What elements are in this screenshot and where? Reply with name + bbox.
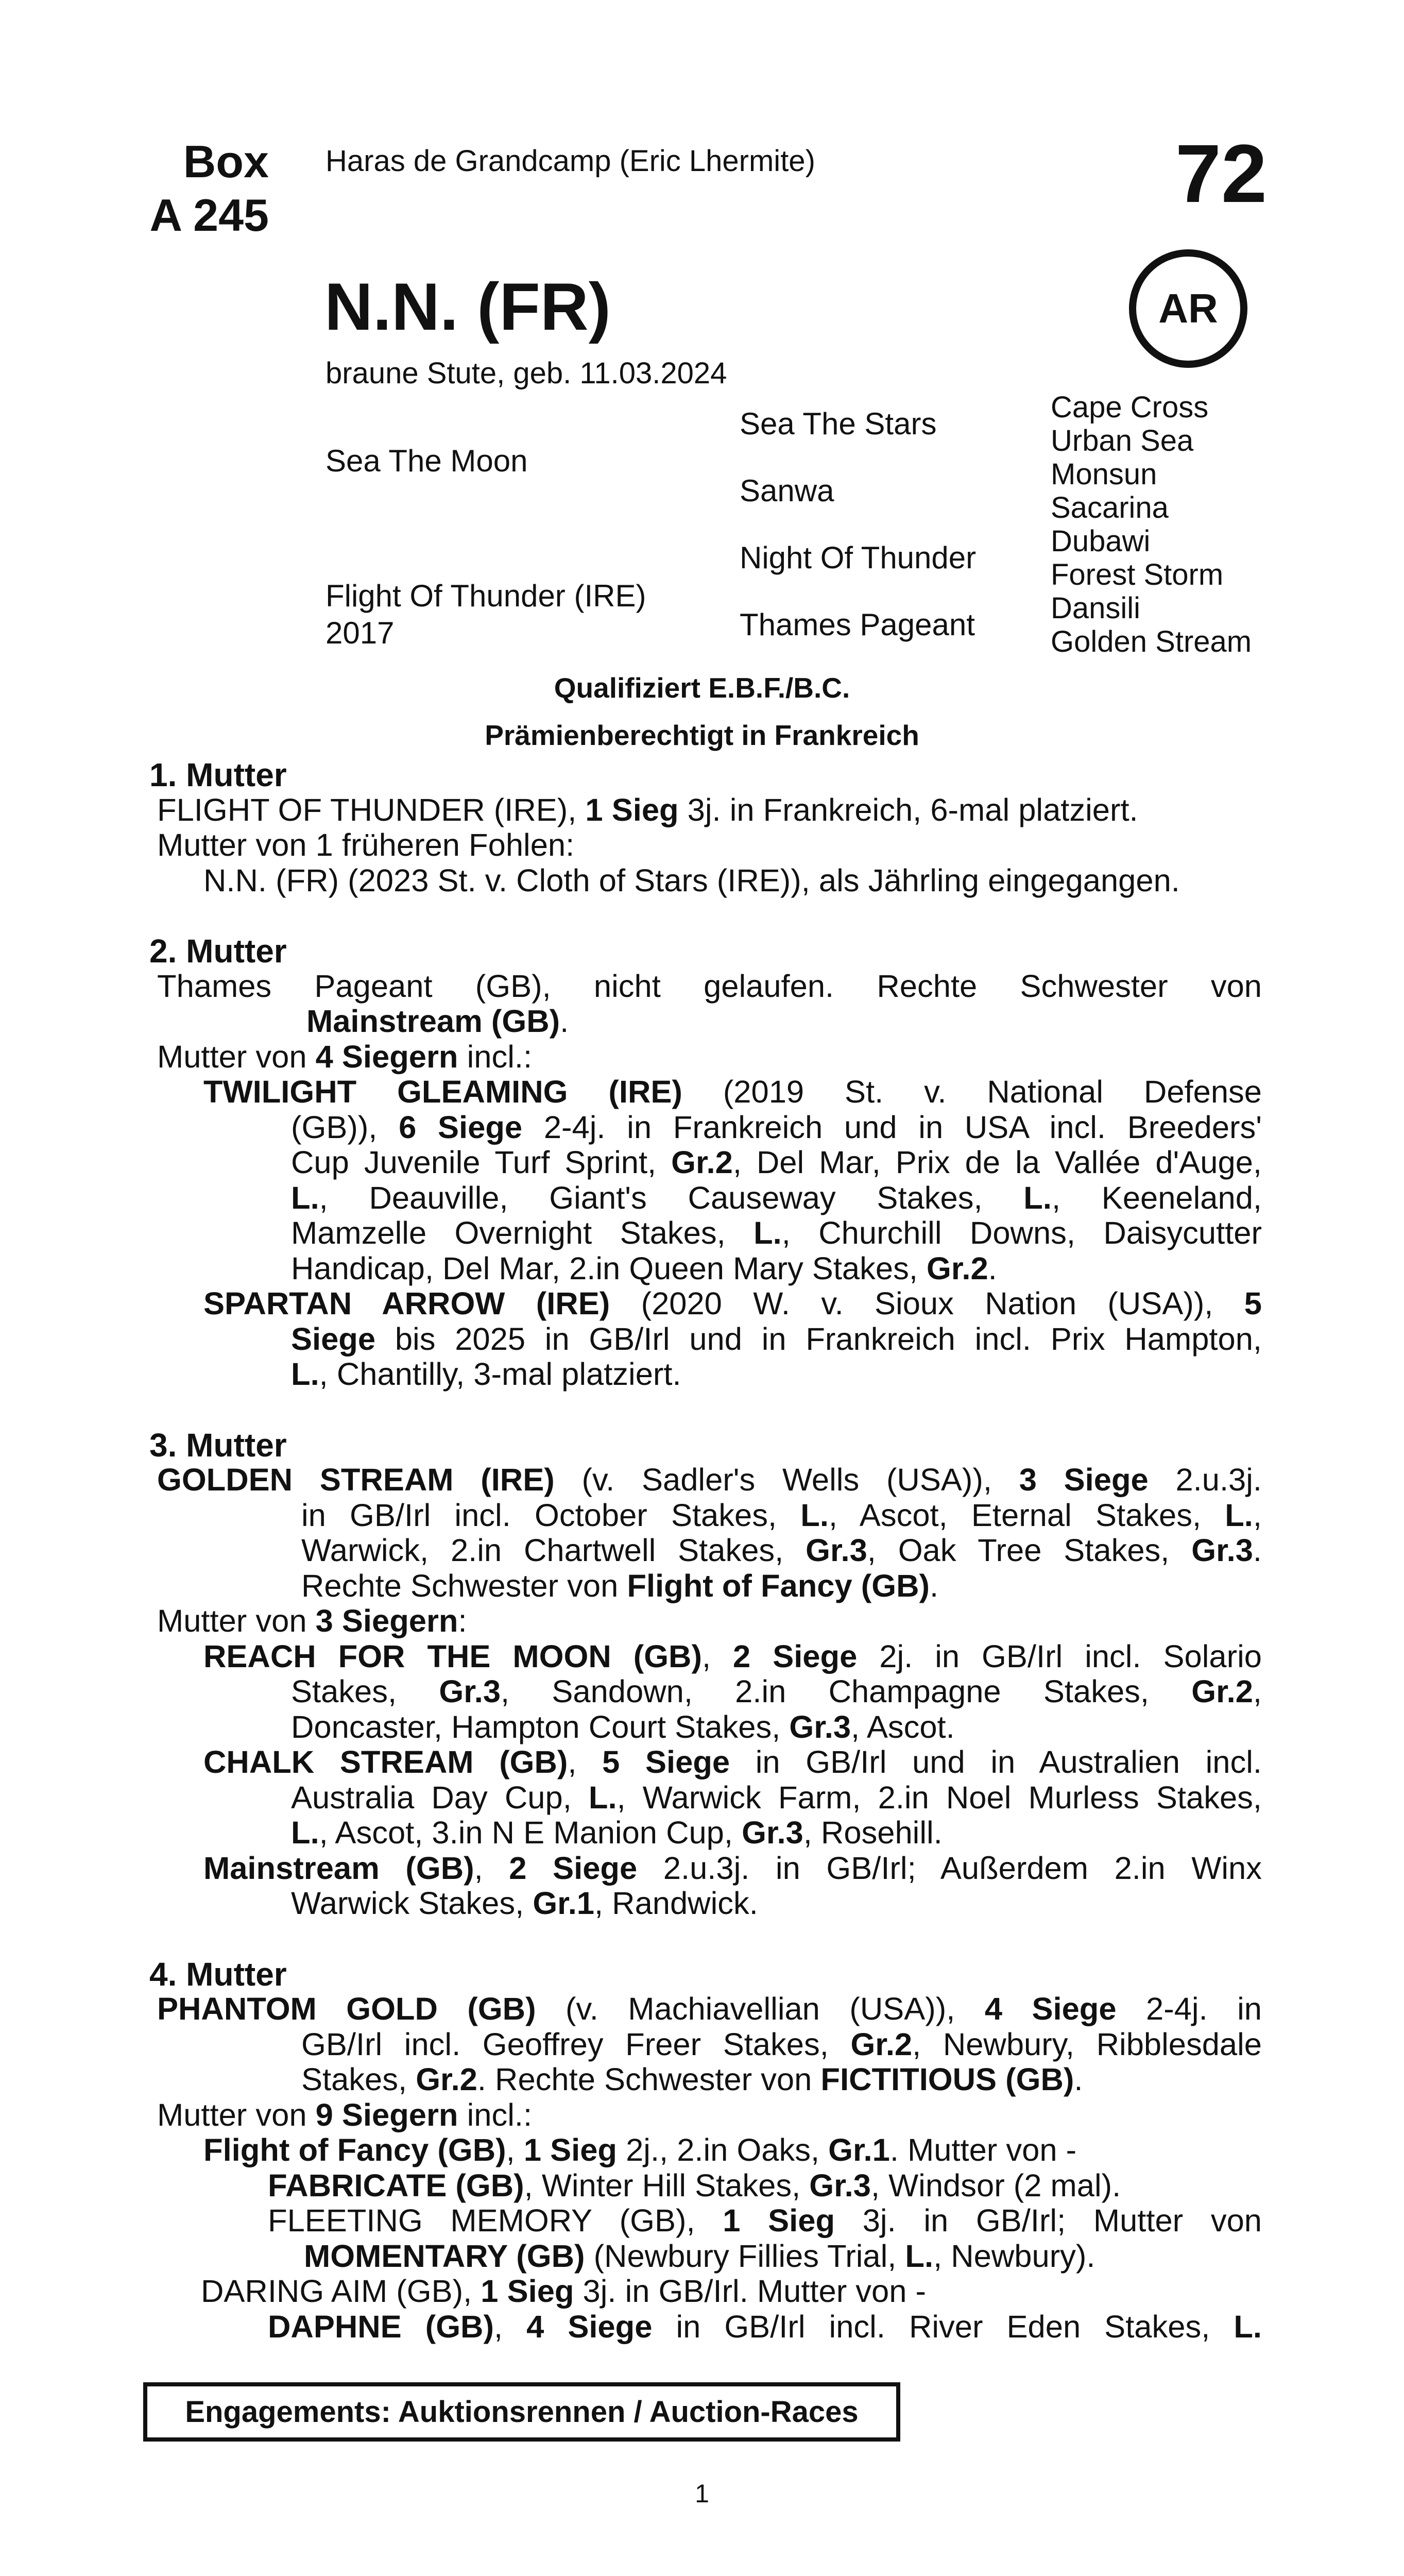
text: 2-4j. in Frankreich und in USA incl. Breeders' bbox=[522, 1109, 1262, 1145]
text: , Churchill Downs, Daisycutter bbox=[781, 1215, 1262, 1251]
text: (2020 W. v. Sioux Nation (USA)), bbox=[610, 1286, 1244, 1321]
text: , bbox=[1253, 1497, 1262, 1533]
dam3-line bbox=[149, 1569, 1262, 1604]
text: incl.: bbox=[458, 2097, 533, 2133]
pedigree-dam-sire: Night Of Thunder bbox=[740, 540, 977, 575]
text: 2j. in GB/Irl incl. Solario bbox=[857, 1638, 1262, 1674]
text: (v. Sadler's Wells (USA)), bbox=[554, 1462, 1019, 1498]
text: 3j. in GB/Irl. Mutter von - bbox=[574, 2274, 926, 2309]
text: . bbox=[1074, 2062, 1083, 2097]
entry-line bbox=[149, 1322, 1262, 1358]
section-dam3 bbox=[149, 1428, 1262, 1922]
dam1-name: FLIGHT OF THUNDER (IRE), bbox=[157, 792, 586, 828]
text: in GB/Irl und in Australien incl. bbox=[730, 1744, 1262, 1780]
pedigree-gen3-7: Dansili bbox=[1051, 591, 1141, 625]
produce-name: MOMENTARY (GB) bbox=[304, 2238, 585, 2274]
pedigree-dam: Flight Of Thunder (IRE) bbox=[326, 579, 646, 613]
text: , Chantilly, 3-mal platziert. bbox=[319, 1357, 681, 1392]
entry-line bbox=[149, 1357, 1262, 1393]
text: . bbox=[988, 1250, 997, 1286]
ar-badge-label: AR bbox=[1158, 285, 1218, 331]
text: , Windsor (2 mal). bbox=[870, 2167, 1121, 2204]
text: , bbox=[493, 2309, 527, 2345]
text: incl.: bbox=[458, 1039, 533, 1075]
entry-line bbox=[149, 1781, 1262, 1816]
text: 3j. in GB/Irl; Mutter von bbox=[835, 2203, 1262, 2239]
section-dam2 bbox=[149, 934, 1262, 1393]
grade: L. bbox=[291, 1180, 319, 1216]
grade: L. bbox=[905, 2238, 934, 2274]
wins: 3 Siege bbox=[1019, 1462, 1149, 1498]
wins: 1 Sieg bbox=[481, 2274, 574, 2309]
pedigree-dam-dam: Thames Pageant bbox=[740, 607, 975, 642]
text: , Newbury, Ribblesdale bbox=[912, 2026, 1262, 2062]
text: (GB)), bbox=[291, 1109, 399, 1145]
winners-count: 9 Siegern bbox=[315, 2097, 458, 2133]
text: 2.u.3j. in GB/Irl; Außerdem 2.in Winx bbox=[637, 1850, 1262, 1886]
section-heading: 1. Mutter bbox=[149, 756, 287, 793]
produce-entry-daphne bbox=[149, 2310, 1262, 2345]
text: Mutter von bbox=[157, 2097, 316, 2133]
dam3-produce-heading bbox=[149, 1604, 1262, 1639]
sister-name: Flight of Fancy (GB) bbox=[627, 1568, 930, 1604]
dam4-line bbox=[149, 2027, 1262, 2063]
entry-line bbox=[149, 1145, 1262, 1181]
grade: Gr.3 bbox=[1191, 1533, 1253, 1568]
grade: Gr.3 bbox=[439, 1674, 501, 1709]
grade: L. bbox=[588, 1780, 617, 1816]
text: , bbox=[506, 2132, 524, 2168]
produce-entry-twilight-gleaming bbox=[149, 1075, 1262, 1286]
text: , Sandown, 2.in Champagne Stakes, bbox=[501, 1674, 1192, 1709]
wins: 5 bbox=[1244, 1286, 1262, 1321]
produce-name: SPARTAN ARROW (IRE) bbox=[203, 1286, 610, 1321]
grade: Gr.2 bbox=[927, 1250, 988, 1286]
pedigree-gen3-6: Forest Storm bbox=[1051, 558, 1224, 591]
grade: Gr.2 bbox=[850, 2026, 913, 2062]
catalogue-number: 72 bbox=[1175, 127, 1267, 219]
text: (v. Machiavellian (USA)), bbox=[536, 1991, 985, 2027]
pedigree-sire-dam: Sanwa bbox=[740, 473, 834, 508]
produce-name: FLEETING MEMORY (GB), bbox=[268, 2203, 723, 2239]
family-content bbox=[149, 757, 1262, 2345]
text: 2-4j. in bbox=[1116, 1991, 1262, 2027]
text: Australia Day Cup, bbox=[291, 1780, 589, 1816]
grade: Gr.3 bbox=[806, 1533, 867, 1568]
text: . Rechte Schwester von bbox=[477, 2062, 821, 2097]
pedigree-gen3-2: Urban Sea bbox=[1051, 424, 1194, 457]
text: 2.u.3j. bbox=[1148, 1462, 1262, 1498]
text: Mamzelle Overnight Stakes, bbox=[291, 1215, 754, 1251]
wins: 2 Siege bbox=[733, 1638, 858, 1674]
text: , Randwick. bbox=[594, 1886, 758, 1921]
entry-line bbox=[149, 1251, 1262, 1287]
entry-line bbox=[149, 1851, 1262, 1887]
section-dam4 bbox=[149, 1957, 1262, 2345]
produce-entry-reach-for-the-moon bbox=[149, 1639, 1262, 1745]
dam2-line bbox=[149, 1004, 1262, 1040]
produce-name: DAPHNE (GB) bbox=[268, 2309, 494, 2345]
entry-line bbox=[149, 1216, 1262, 1251]
pedigree-gen3-1: Cape Cross bbox=[1051, 391, 1209, 424]
text: : bbox=[458, 1603, 467, 1639]
text: , Winter Hill Stakes, bbox=[524, 2167, 810, 2204]
winners-count: 3 Siegern bbox=[315, 1603, 458, 1639]
grade: Gr.3 bbox=[742, 1815, 803, 1851]
wins: 1 Sieg bbox=[523, 2132, 617, 2168]
grade: L. bbox=[754, 1215, 782, 1251]
grade: Gr.2 bbox=[1191, 1674, 1253, 1709]
premium-line: Prämienberechtigt in Frankreich bbox=[485, 719, 919, 751]
text: GB/Irl incl. Geoffrey Freer Stakes, bbox=[301, 2026, 851, 2062]
dam4-line bbox=[149, 2062, 1262, 2098]
produce-entry-chalk-stream bbox=[149, 1745, 1262, 1851]
entry-line bbox=[149, 1816, 1262, 1851]
text: Mutter von bbox=[157, 1603, 316, 1639]
text: Stakes, bbox=[301, 2062, 416, 2097]
wins: 4 Siege bbox=[984, 1991, 1117, 2027]
breeder: Haras de Grandcamp (Eric Lhermite) bbox=[326, 144, 815, 178]
text: , Ascot. bbox=[851, 1709, 955, 1745]
section-heading: 3. Mutter bbox=[149, 1426, 287, 1464]
grade: Gr.2 bbox=[671, 1145, 733, 1180]
text: Stakes, bbox=[291, 1674, 439, 1709]
dam4-name: PHANTOM GOLD (GB) bbox=[157, 1991, 536, 2027]
text: , Newbury). bbox=[933, 2238, 1095, 2274]
dam1-foal: N.N. (FR) (2023 St. v. Cloth of Stars (IRE)), als Jährling eingegangen. bbox=[203, 862, 1180, 899]
produce-entry-spartan-arrow bbox=[149, 1286, 1262, 1393]
dam3-name: GOLDEN STREAM (IRE) bbox=[157, 1462, 555, 1498]
wins: 2 Siege bbox=[509, 1850, 638, 1886]
dam1-foals-heading: Mutter von 1 früheren Fohlen: bbox=[157, 827, 575, 863]
text: Doncaster, Hampton Court Stakes, bbox=[291, 1709, 790, 1745]
box-label bbox=[145, 135, 269, 242]
box-title: Box bbox=[183, 136, 269, 187]
produce-entry-daring-aim bbox=[149, 2274, 1262, 2310]
text: , bbox=[474, 1850, 509, 1886]
section-heading: 4. Mutter bbox=[149, 1955, 287, 1993]
produce-name: FABRICATE (GB) bbox=[268, 2167, 524, 2204]
engagements-box: Engagements: Auktionsrennen / Auction-Races bbox=[143, 2382, 900, 2442]
punct: . bbox=[560, 1004, 569, 1039]
produce-entry-fabricate bbox=[149, 2168, 1262, 2204]
text: , Deauville, Giant's Causeway Stakes, bbox=[319, 1180, 1024, 1216]
text: , Rosehill. bbox=[803, 1815, 943, 1851]
text: (Newbury Fillies Trial, bbox=[585, 2238, 905, 2274]
qualification-line: Qualifiziert E.B.F./B.C. bbox=[554, 672, 850, 704]
pedigree-dam-year: 2017 bbox=[326, 616, 395, 650]
produce-entry-flight-of-fancy bbox=[149, 2133, 1262, 2168]
winners-count: 4 Siegern bbox=[315, 1039, 458, 1075]
entry-line bbox=[149, 1181, 1262, 1216]
entry-line bbox=[149, 1745, 1262, 1781]
pedigree-gen3-4: Sacarina bbox=[1051, 491, 1169, 524]
grade: L. bbox=[291, 1815, 319, 1851]
grade: L. bbox=[1225, 1497, 1253, 1533]
horse-description: braune Stute, geb. 11.03.2024 bbox=[326, 357, 727, 390]
section-heading: 2. Mutter bbox=[149, 933, 287, 970]
wins: 4 Siege bbox=[526, 2309, 653, 2345]
dam4-line bbox=[149, 1992, 1262, 2027]
entry-line bbox=[149, 1286, 1262, 1322]
text: , Warwick Farm, 2.in Noel Murless Stakes, bbox=[617, 1780, 1262, 1816]
wins: 5 Siege bbox=[602, 1744, 730, 1780]
pedigree-sire: Sea The Moon bbox=[326, 444, 528, 478]
horse-name: N.N. (FR) bbox=[324, 269, 611, 344]
grade: Gr.3 bbox=[789, 1709, 851, 1745]
dam2-sister: Mainstream (GB) bbox=[306, 1004, 560, 1039]
dam3-line bbox=[149, 1533, 1262, 1569]
text: Warwick Stakes, bbox=[291, 1886, 533, 1921]
text: (2019 St. v. National Defense bbox=[682, 1074, 1262, 1110]
text: bis 2025 in GB/Irl und in Frankreich incl. Prix Hampton, bbox=[375, 1321, 1262, 1357]
text: , bbox=[568, 1744, 603, 1780]
wins: 1 Sieg bbox=[723, 2203, 835, 2239]
wins: Siege bbox=[291, 1321, 376, 1357]
produce-name: TWILIGHT GLEAMING (IRE) bbox=[203, 1074, 682, 1110]
grade: L. bbox=[1234, 2309, 1262, 2345]
text: . bbox=[930, 1568, 939, 1604]
text: in GB/Irl incl. River Eden Stakes, bbox=[652, 2309, 1234, 2345]
grade: L. bbox=[800, 1497, 829, 1533]
entry-line bbox=[149, 1886, 1262, 1922]
text: 2j., 2.in Oaks, bbox=[617, 2132, 829, 2168]
produce-name: REACH FOR THE MOON (GB) bbox=[203, 1638, 702, 1674]
grade: Gr.1 bbox=[828, 2132, 890, 2168]
dam2-produce-heading bbox=[149, 1040, 1262, 1075]
pedigree-sire-sire: Sea The Stars bbox=[740, 406, 937, 441]
produce-entry-fleeting-memory bbox=[149, 2204, 1262, 2239]
text: in GB/Irl incl. October Stakes, bbox=[301, 1497, 801, 1533]
grade: L. bbox=[291, 1357, 319, 1392]
text: , Ascot, 3.in N E Manion Cup, bbox=[319, 1815, 742, 1851]
grade: Gr.1 bbox=[533, 1886, 594, 1921]
box-number: A 245 bbox=[149, 190, 269, 241]
produce-name: CHALK STREAM (GB) bbox=[203, 1744, 568, 1780]
text: Rechte Schwester von bbox=[301, 1568, 627, 1604]
produce-name: DARING AIM (GB), bbox=[201, 2274, 481, 2309]
dam2-line: Thames Pageant (GB), nicht gelaufen. Rechte Schwester von bbox=[157, 968, 1262, 1004]
grade: Gr.2 bbox=[416, 2062, 477, 2097]
text: , Del Mar, Prix de la Vallée d'Auge, bbox=[732, 1145, 1262, 1180]
entry-line bbox=[149, 1075, 1262, 1110]
text: Warwick, 2.in Chartwell Stakes, bbox=[301, 1533, 806, 1568]
page-number: 1 bbox=[695, 2479, 709, 2508]
dam1-line bbox=[149, 793, 1262, 828]
produce-name: Flight of Fancy (GB) bbox=[203, 2132, 506, 2168]
entry-line bbox=[149, 1110, 1262, 1146]
text: . bbox=[1253, 1533, 1262, 1568]
text: , bbox=[701, 1638, 733, 1674]
pedigree-gen3-8: Golden Stream bbox=[1051, 625, 1252, 658]
grade: Gr.3 bbox=[809, 2167, 871, 2204]
text: , Ascot, Eternal Stakes, bbox=[828, 1497, 1225, 1533]
pedigree-gen3-5: Dubawi bbox=[1051, 524, 1151, 558]
entry-line bbox=[149, 1710, 1262, 1745]
dam1-wins: 1 Sieg bbox=[585, 792, 679, 828]
produce-entry-momentary bbox=[149, 2239, 1262, 2275]
text: Mutter von bbox=[157, 1039, 316, 1075]
entry-line bbox=[149, 1674, 1262, 1710]
text: , bbox=[1253, 1674, 1262, 1709]
text: Handicap, Del Mar, 2.in Queen Mary Stakes, bbox=[291, 1250, 927, 1286]
dam1-record: 3j. in Frankreich, 6-mal platziert. bbox=[678, 792, 1138, 828]
dam4-produce-heading bbox=[149, 2098, 1262, 2133]
text: , Keeneland, bbox=[1051, 1180, 1262, 1216]
pedigree-gen3-3: Monsun bbox=[1051, 457, 1157, 491]
section-dam1 bbox=[149, 757, 1262, 899]
grade: L. bbox=[1023, 1180, 1052, 1216]
dam3-line bbox=[149, 1498, 1262, 1534]
text: . Mutter von - bbox=[889, 2132, 1077, 2168]
wins: 6 Siege bbox=[399, 1109, 523, 1145]
ar-badge bbox=[1129, 249, 1247, 368]
produce-name: Mainstream (GB) bbox=[203, 1850, 474, 1886]
entry-line bbox=[149, 1639, 1262, 1675]
text: Cup Juvenile Turf Sprint, bbox=[291, 1145, 672, 1180]
text: , Oak Tree Stakes, bbox=[867, 1533, 1192, 1568]
dam3-line bbox=[149, 1463, 1262, 1498]
produce-entry-mainstream bbox=[149, 1851, 1262, 1922]
sister-name: FICTITIOUS (GB) bbox=[820, 2062, 1074, 2097]
